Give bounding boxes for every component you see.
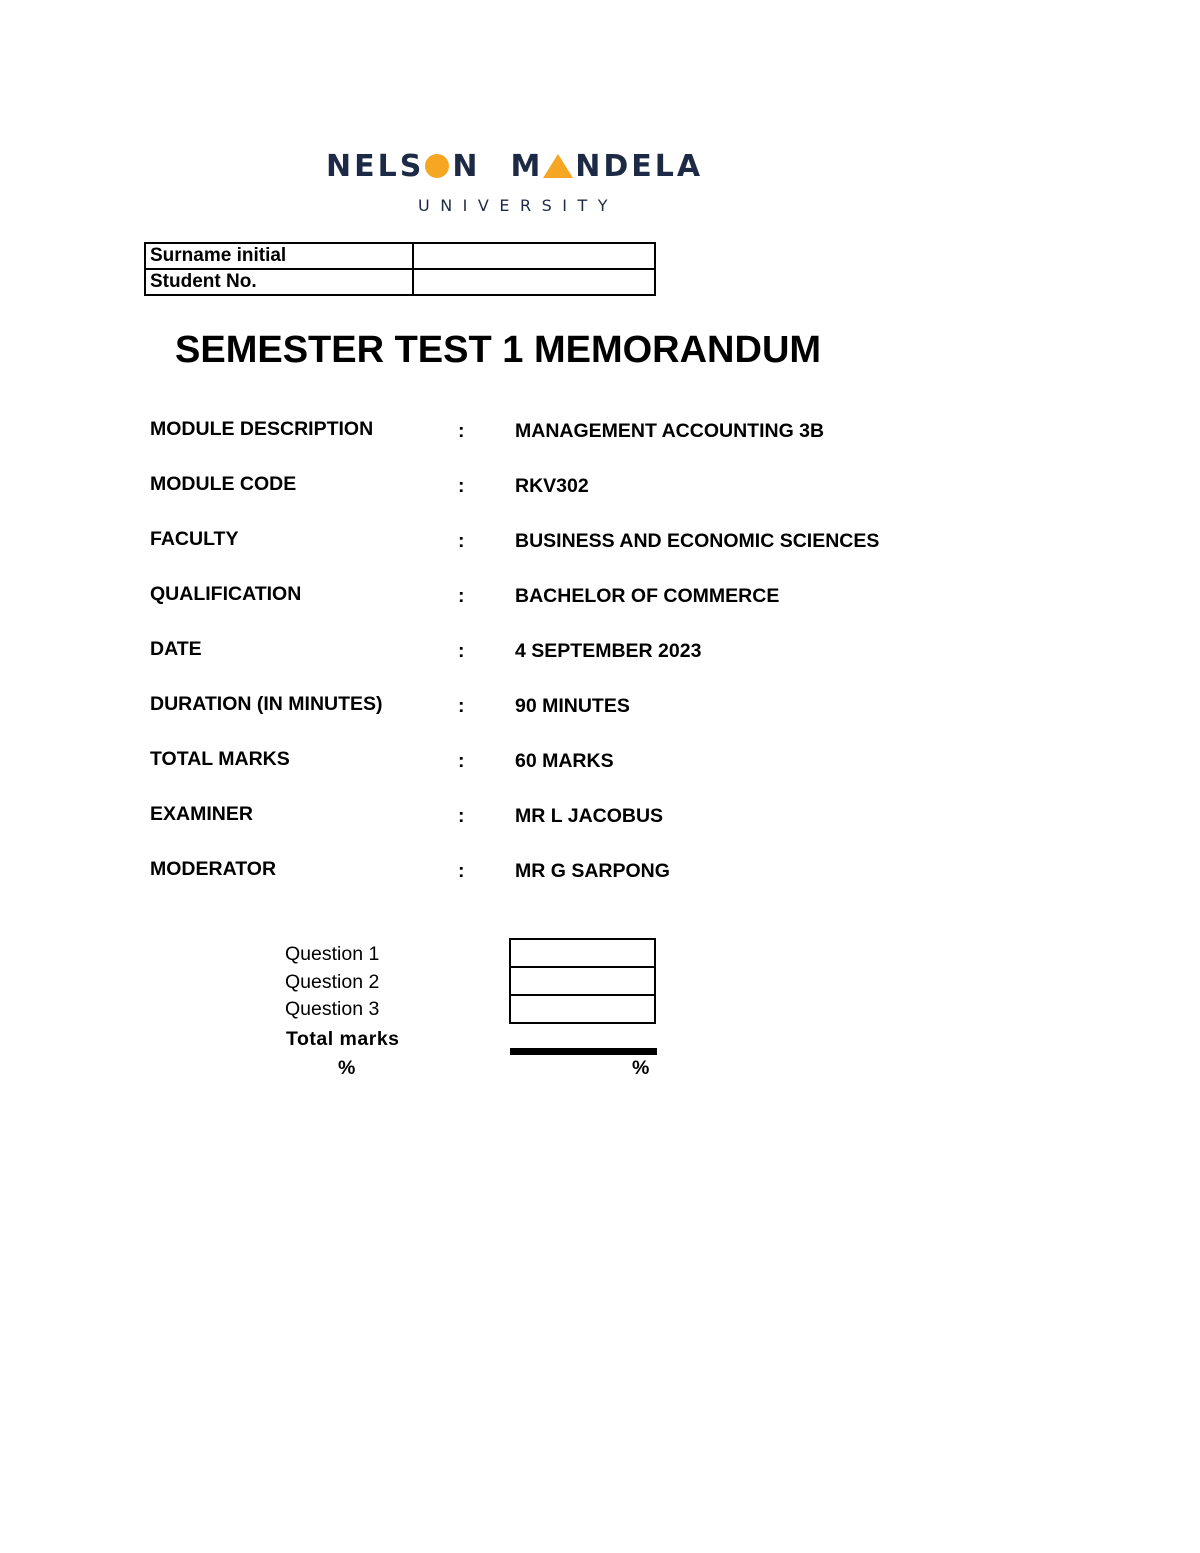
info-value: MR G SARPONG bbox=[515, 860, 670, 882]
percent-field: % bbox=[632, 1057, 650, 1079]
info-value: MANAGEMENT ACCOUNTING 3B bbox=[515, 420, 825, 442]
info-value: RKV302 bbox=[515, 475, 589, 497]
logo-text-m: M bbox=[510, 148, 544, 184]
university-logo bbox=[326, 146, 706, 222]
percent-label: % bbox=[338, 1057, 356, 1079]
question-2-mark-field[interactable] bbox=[511, 968, 654, 996]
logo-wordmark bbox=[326, 146, 703, 186]
question-3-label: Question 3 bbox=[285, 998, 380, 1020]
info-colon: : bbox=[458, 475, 465, 497]
info-colon: : bbox=[458, 860, 465, 882]
page-title: SEMESTER TEST 1 MEMORANDUM bbox=[175, 329, 822, 371]
info-value: 90 MINUTES bbox=[515, 695, 630, 717]
info-label: QUALIFICATION bbox=[150, 583, 302, 605]
info-label: TOTAL MARKS bbox=[150, 748, 290, 770]
student-no-label: Student No. bbox=[145, 269, 413, 295]
logo-text-ndela: NDELA bbox=[575, 148, 704, 184]
surname-field[interactable] bbox=[413, 243, 655, 269]
question-2-label: Question 2 bbox=[285, 971, 380, 993]
sun-icon bbox=[425, 154, 449, 178]
info-colon: : bbox=[458, 695, 465, 717]
info-colon: : bbox=[458, 640, 465, 662]
info-colon: : bbox=[458, 420, 465, 442]
info-label: DURATION (IN MINUTES) bbox=[150, 693, 383, 715]
info-value: 60 MARKS bbox=[515, 750, 614, 772]
logo-text-nels: NELS bbox=[326, 148, 425, 184]
logo-text-n: N bbox=[452, 148, 481, 184]
student-id-table bbox=[144, 242, 656, 296]
info-label: MODULE DESCRIPTION bbox=[150, 418, 374, 440]
info-colon: : bbox=[458, 750, 465, 772]
info-value: BACHELOR OF COMMERCE bbox=[515, 585, 780, 607]
info-value: MR L JACOBUS bbox=[515, 805, 664, 827]
info-label: MODULE CODE bbox=[150, 473, 297, 495]
question-1-mark-field[interactable] bbox=[511, 940, 654, 968]
marks-box bbox=[509, 938, 656, 1024]
surname-row bbox=[145, 243, 655, 269]
question-1-label: Question 1 bbox=[285, 943, 380, 965]
question-3-mark-field[interactable] bbox=[511, 996, 654, 1022]
total-marks-label: Total marks bbox=[286, 1028, 400, 1050]
info-label: DATE bbox=[150, 638, 202, 660]
student-no-row bbox=[145, 269, 655, 295]
logo-university: UNIVERSITY bbox=[418, 196, 618, 215]
surname-label: Surname initial bbox=[145, 243, 413, 269]
triangle-icon bbox=[543, 154, 573, 178]
info-label: FACULTY bbox=[150, 528, 239, 550]
info-value: BUSINESS AND ECONOMIC SCIENCES bbox=[515, 530, 880, 552]
info-label: EXAMINER bbox=[150, 803, 253, 825]
info-colon: : bbox=[458, 585, 465, 607]
info-label: MODERATOR bbox=[150, 858, 277, 880]
student-no-field[interactable] bbox=[413, 269, 655, 295]
info-value: 4 SEPTEMBER 2023 bbox=[515, 640, 702, 662]
info-colon: : bbox=[458, 530, 465, 552]
info-colon: : bbox=[458, 805, 465, 827]
total-marks-line bbox=[510, 1048, 657, 1055]
